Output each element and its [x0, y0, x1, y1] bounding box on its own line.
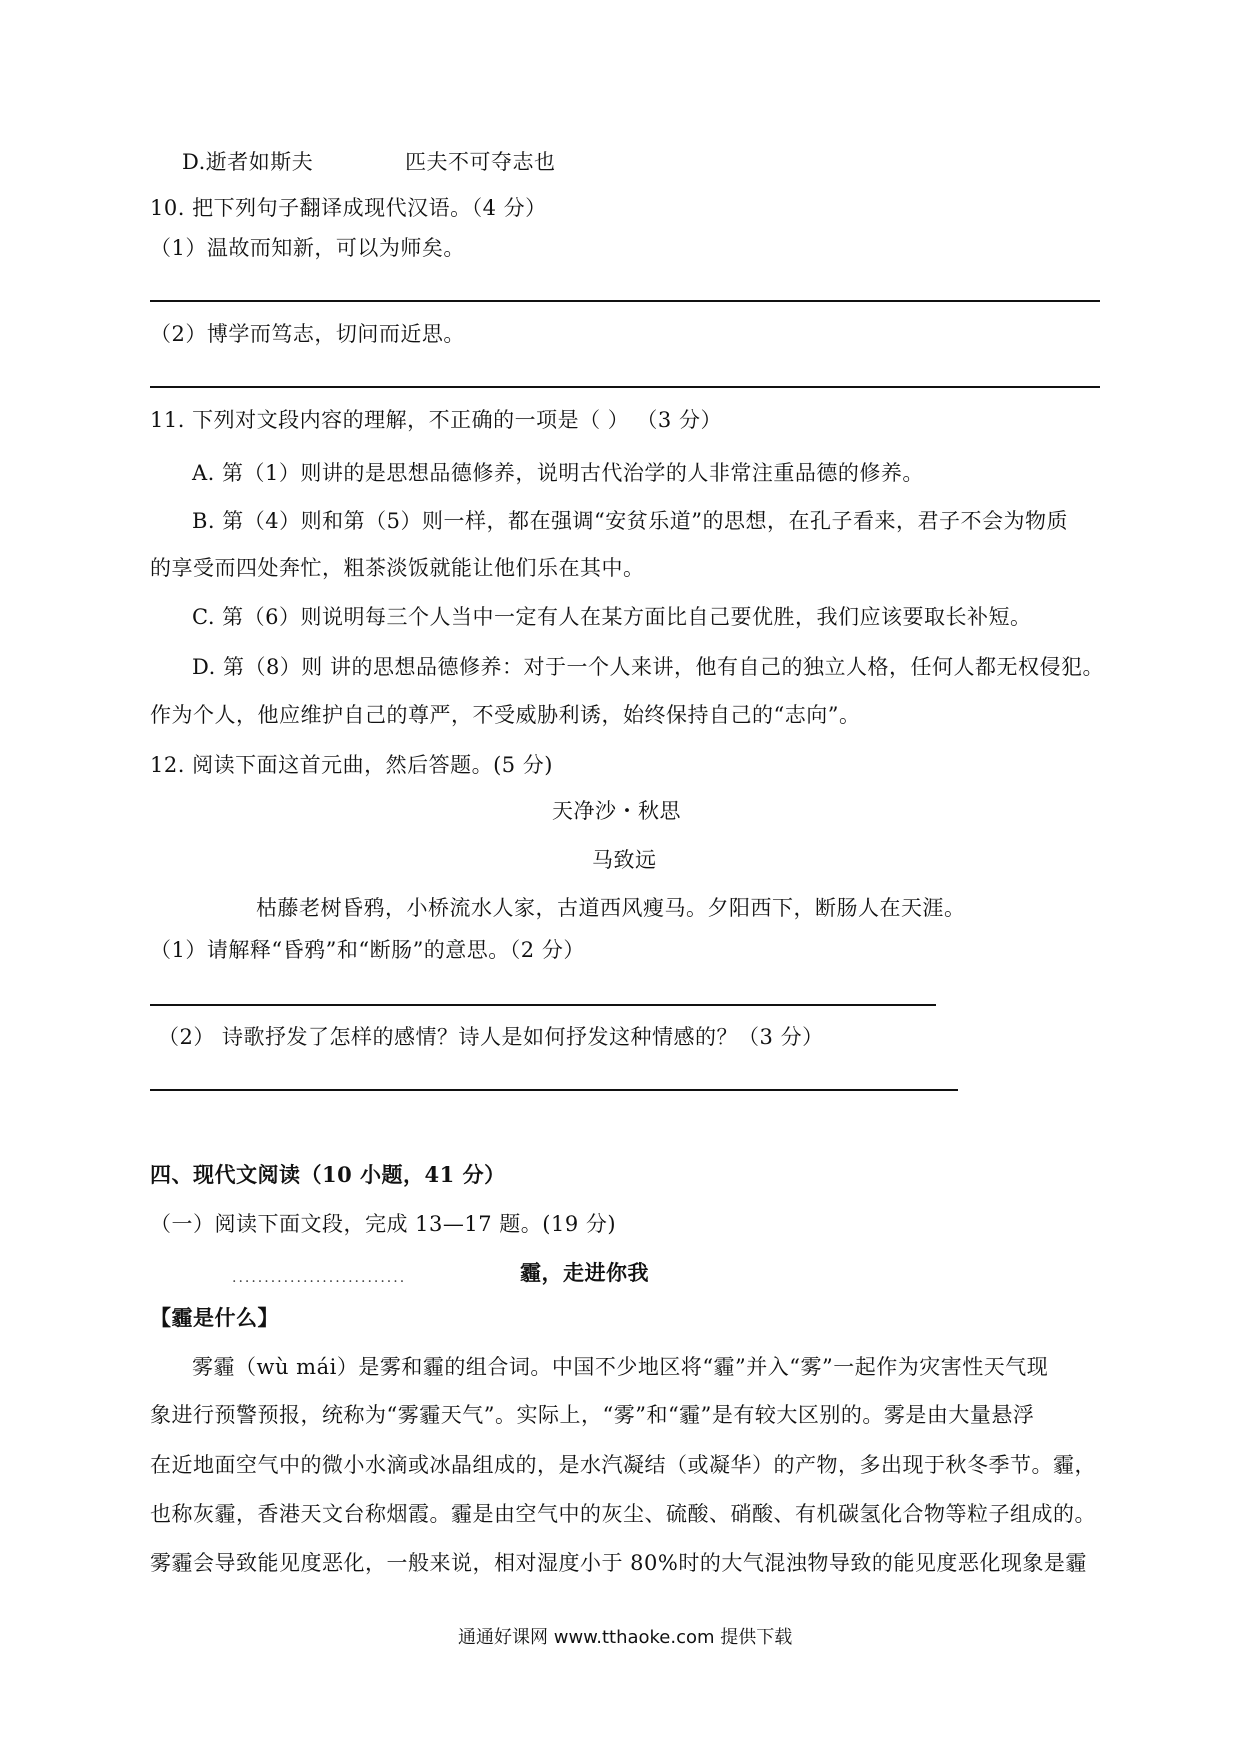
q9-option-d-first: D.逝者如斯夫 [182, 150, 314, 174]
answer-line [150, 1089, 958, 1091]
q11-option-a: A. 第（1）则讲的是思想品德修养，说明古代治学的人非常注重品德的修养。 [192, 461, 924, 485]
q11-option-b-line1: B. 第（4）则和第（5）则一样，都在强调“安贫乐道”的思想，在孔子看来，君子不会为物质 [192, 509, 1068, 533]
q12-stem: 12. 阅读下面这首元曲，然后答题。(5 分) [150, 753, 553, 777]
answer-line [150, 386, 1100, 388]
reading-part-1-instruction: （一）阅读下面文段，完成 13—17 题。(19 分) [150, 1212, 617, 1236]
poem-author: 马致远 [592, 848, 657, 872]
q10-sentence-1: （1）温故而知新，可以为师矣。 [150, 236, 465, 260]
q12-subquestion-2: （2） 诗歌抒发了怎样的感情？诗人是如何抒发这种情感的？（3 分） [158, 1025, 824, 1049]
poem-title: 天净沙・秋思 [552, 799, 681, 823]
q9-option-d-second: 匹夫不可夺志也 [405, 150, 556, 174]
q11-option-d-line1: D. 第（8）则 讲的思想品德修养：对于一个人来讲，他有自己的独立人格，任何人都无权侵犯。 [192, 655, 1104, 679]
article-paragraph-line: 在近地面空气中的微小水滴或冰晶组成的，是水汽凝结（或凝华）的产物，多出现于秋冬季节。霾， [150, 1453, 1096, 1477]
q11-option-d-line2: 作为个人，他应维护自己的尊严，不受威胁利诱，始终保持自己的“志向”。 [150, 703, 861, 727]
article-paragraph-line: 象进行预警预报，统称为“雾霾天气”。实际上，“雾”和“霾”是有较大区别的。雾是由大量悬浮 [150, 1403, 1035, 1427]
article-paragraph-line: 也称灰霾，香港天文台称烟霞。霾是由空气中的灰尘、硫酸、硝酸、有机碳氢化合物等粒子组成的。 [150, 1502, 1096, 1526]
article-paragraph-line: 雾霾会导致能见度恶化，一般来说，相对湿度小于 80%时的大气混浊物导致的能见度恶化现象是霾 [150, 1551, 1087, 1575]
article-subheading: 【霾是什么】 [150, 1305, 279, 1330]
article-title: 霾，走进你我 [520, 1260, 649, 1285]
page-footer: 通通好课网 www.tthaoke.com 提供下载 [458, 1627, 793, 1648]
answer-line [150, 1004, 936, 1006]
q11-option-b-line2: 的享受而四处奔忙，粗茶淡饭就能让他们乐在其中。 [150, 556, 645, 580]
section-heading: 四、现代文阅读（10 小题，41 分） [150, 1162, 506, 1187]
poem-body: 枯藤老树昏鸦，小桥流水人家，古道西风瘦马。夕阳西下，断肠人在天涯。 [256, 896, 966, 920]
answer-line [150, 300, 1100, 302]
q12-subquestion-1: （1）请解释“昏鸦”和“断肠”的意思。（2 分） [150, 938, 585, 962]
article-paragraph-line: 雾霾（wù mái）是雾和霾的组合词。中国不少地区将“霾”并入“雾”一起作为灾害性天气现 [192, 1355, 1049, 1379]
q10-stem: 10. 把下列句子翻译成现代汉语。（4 分） [150, 196, 547, 220]
dotted-leader: ........................... [232, 1270, 407, 1286]
q10-sentence-2: （2）博学而笃志，切问而近思。 [150, 322, 465, 346]
q11-stem: 11. 下列对文段内容的理解，不正确的一项是（ ） （3 分） [150, 408, 722, 432]
q11-option-c: C. 第（6）则说明每三个人当中一定有人在某方面比自己要优胜，我们应该要取长补短。 [192, 605, 1032, 629]
